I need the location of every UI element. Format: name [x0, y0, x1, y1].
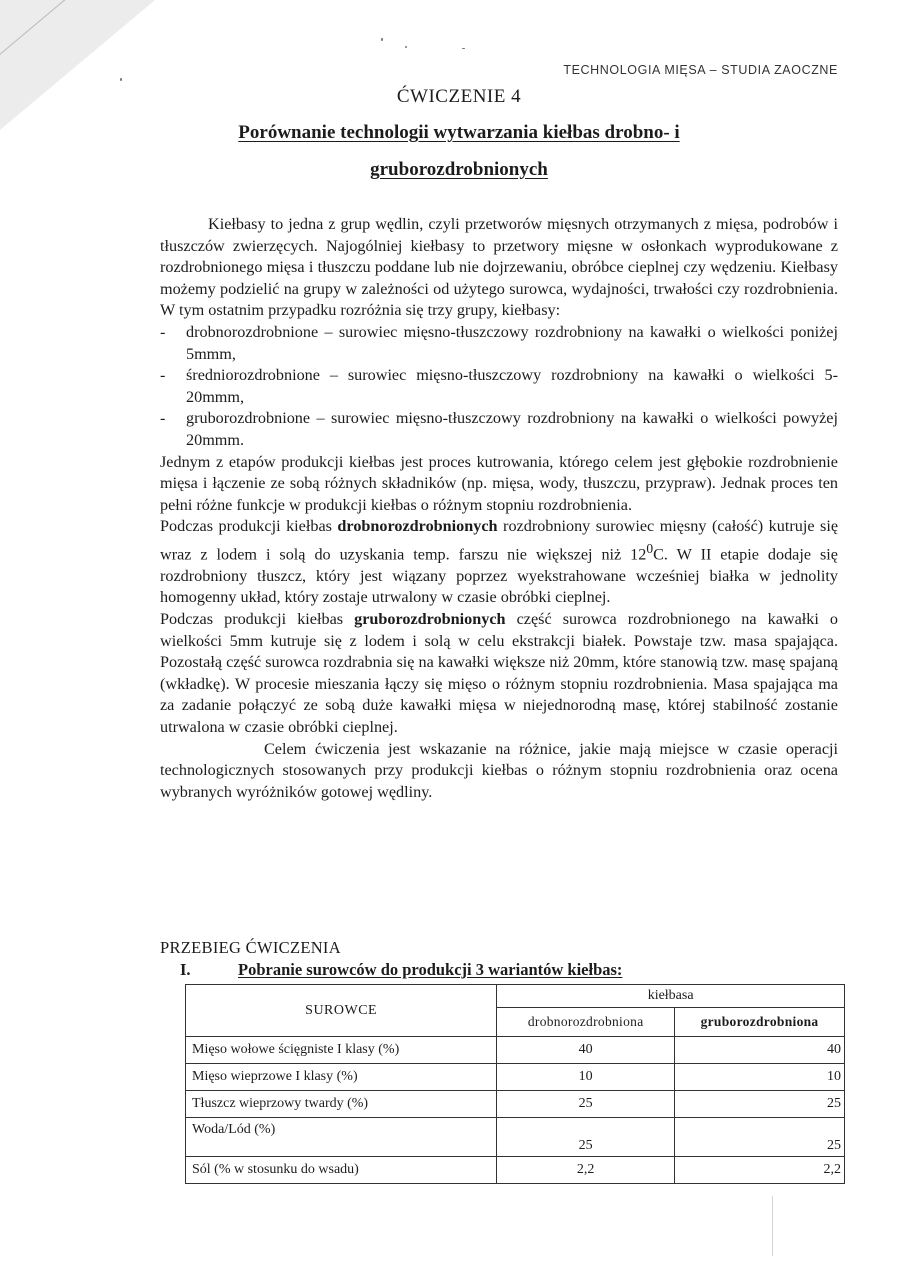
- table-header-row: [186, 985, 845, 1008]
- row-value-fine: 2,2: [497, 1157, 675, 1184]
- scan-speck: [381, 38, 383, 41]
- coarse-sausage-paragraph: [160, 609, 838, 739]
- fine-text-start: Podczas produkcji kiełbas: [160, 517, 338, 536]
- row-name: Mięso wołowe ścięgniste I klasy (%): [186, 1037, 497, 1064]
- kutrowanie-paragraph: Jednym z etapów produkcji kiełbas jest proces kutrowania, którego celem jest głębokie rozdrobnienie mięsa i łączenie ze sobą różnych składników (np. mięsa, wody, tłuszczu, przypraw). Jednak proces ten pełni różne funkcje w produkcji kiełbas o różnym stopniu rozdrobnienia.: [160, 452, 838, 514]
- header-drobnorozdrobniona: drobnorozdrobniona: [497, 1008, 675, 1037]
- list-item: - średniorozdrobnione – surowiec mięsno-tłuszczowy rozdrobniony na kawałki o wielkości 5-20mmm,: [160, 365, 838, 408]
- header-surowce: SUROWCE: [186, 985, 497, 1037]
- table-row: [186, 1157, 845, 1184]
- table-row: [186, 1091, 845, 1118]
- row-name: Mięso wieprzowe I klasy (%): [186, 1064, 497, 1091]
- step-number: I.: [180, 960, 191, 979]
- grouping-list: [160, 322, 838, 452]
- row-name: Sól (% w stosunku do wsadu): [186, 1157, 497, 1184]
- fine-text-end: C. W II etapie dodaje się rozdrobniony tłuszcz, który jest wiązany poprzez wyekstrahowane wcześniej białka w jednolity homogenny układ, który zostaje utrwalony w czasie obróbki cieplnej.: [160, 545, 838, 607]
- row-value-coarse: 2,2: [675, 1157, 845, 1184]
- list-item: - gruborozdrobnione – surowiec mięsno-tłuszczowy rozdrobniony na kawałki o wielkości powyżej 20mmm.: [160, 408, 838, 451]
- row-name: Tłuszcz wieprzowy twardy (%): [186, 1091, 497, 1118]
- fine-text-mid: rozdrobniony surowiec mięsny (całość) kutruje się wraz z lodem i solą do uzyskania temp. farszu nie większej niż 12: [160, 517, 838, 564]
- step-title: Pobranie surowców do produkcji 3 wariantów kiełbas:: [238, 960, 623, 979]
- table-row: [186, 1118, 845, 1157]
- header-gruborozdrobniona: gruborozdrobniona: [675, 1008, 845, 1037]
- scan-margin-line: [772, 1196, 773, 1256]
- row-value-fine: 25: [497, 1091, 675, 1118]
- table-row: [186, 1064, 845, 1091]
- row-value-coarse: 10: [675, 1064, 845, 1091]
- fine-sausage-paragraph: [160, 516, 838, 609]
- row-value-coarse: 40: [675, 1037, 845, 1064]
- scan-speck: [405, 46, 407, 48]
- scan-speck: [462, 48, 465, 49]
- raw-materials-table: [185, 984, 845, 1184]
- row-value-coarse: 25: [675, 1118, 845, 1157]
- row-value-fine: 40: [497, 1037, 675, 1064]
- row-value-fine: 10: [497, 1064, 675, 1091]
- coarse-keyword: gruborozdrobnionych: [354, 610, 506, 629]
- fine-keyword: drobnorozdrobnionych: [337, 517, 498, 536]
- coarse-text-start: Podczas produkcji kiełbas: [160, 610, 355, 629]
- exercise-number: ĆWICZENIE 4: [396, 86, 522, 107]
- document-body: [160, 214, 838, 803]
- folded-page-corner: [0, 0, 155, 130]
- list-item: - drobnorozdrobnione – surowiec mięsno-tłuszczowy rozdrobniony na kawałki o wielkości poniżej 5mmm,: [160, 322, 838, 365]
- table-row: [186, 1037, 845, 1064]
- degree-superscript: 0: [646, 540, 654, 556]
- step-heading: [180, 960, 622, 980]
- scan-speck: [120, 78, 122, 81]
- exercise-title-line1: Porównanie technologii wytwarzania kiełbas drobno- i: [238, 122, 680, 143]
- row-value-coarse: 25: [675, 1091, 845, 1118]
- row-name: Woda/Lód (%): [186, 1118, 497, 1157]
- header-kielbasa: kiełbasa: [497, 985, 845, 1008]
- intro-paragraph: Kiełbasy to jedna z grup wędlin, czyli przetworów mięsnych otrzymanych z mięsa, podrobów i tłuszczów zwierzęcych. Najogólniej kiełbasy to przetwory mięsne w osłonkach wyprodukowane z rozdrobnionego mięsa i tłuszczu poddane lub nie dojrzewaniu, obróbce cieplnej czy wędzeniu. Kiełbasy możemy podzielić na grupy w zależności od użytego surowca, wydajności, trwałości czy rozdrobnienia. W tym ostatnim przypadku rozróżnia się trzy grupy, kiełbasy:: [160, 215, 838, 320]
- course-header: TECHNOLOGIA MIĘSA – STUDIA ZAOCZNE: [563, 63, 838, 77]
- row-value-fine: 25: [497, 1118, 675, 1157]
- section-title: PRZEBIEG ĆWICZENIA: [160, 938, 341, 957]
- goal-paragraph: Celem ćwiczenia jest wskazanie na różnice, jakie mają miejsce w czasie operacji technologicznych stosowanych przy produkcji kiełbas o różnym stopniu rozdrobnienia oraz ocena wybranych wyróżników gotowej wędliny.: [160, 739, 838, 801]
- coarse-text-end: część surowca rozdrobnionego na kawałki o wielkości 5mm kutruje się z lodem i solą w celu ekstrakcji białek. Powstaje tzw. masa spajająca. Pozostałą część surowca rozdrabnia się na kawałki większe niż 20mm, które stanowią tzw. masę spajaną (wkładkę). W procesie mieszania łączy się mięso o różnym stopniu rozdrobnienia. Masa spajająca ma za zadanie połączyć ze sobą duże kawałki mięsa w niejednorodną masę, której stabilność zostanie utrwalona w czasie obróbki cieplnej.: [160, 610, 838, 737]
- exercise-title-line2: gruborozdrobnionych: [370, 159, 548, 180]
